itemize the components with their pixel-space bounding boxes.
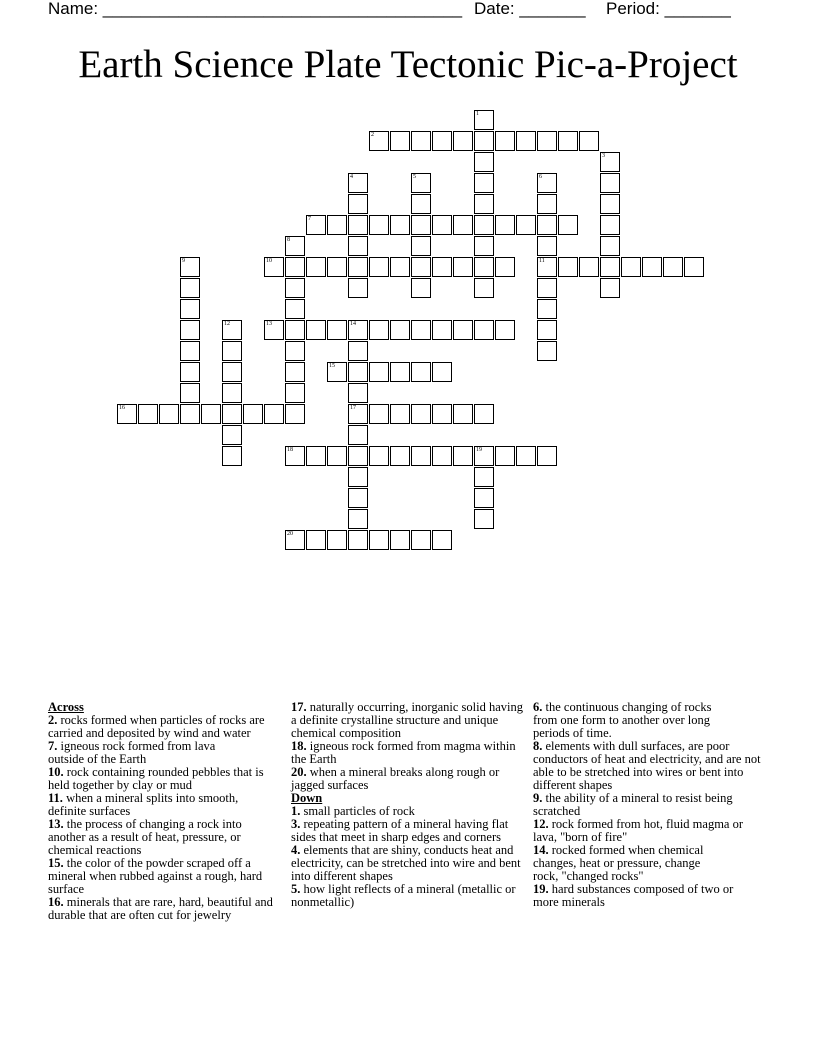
across-heading: Across (48, 700, 84, 714)
crossword-cell[interactable] (474, 446, 494, 466)
crossword-cell[interactable] (474, 173, 494, 193)
crossword-cell[interactable] (474, 278, 494, 298)
crossword-cell[interactable] (537, 299, 557, 319)
crossword-cell[interactable] (348, 236, 368, 256)
crossword-cell[interactable] (306, 530, 326, 550)
crossword-cell[interactable] (411, 215, 431, 235)
crossword-cell[interactable] (537, 320, 557, 340)
crossword-cell[interactable] (390, 362, 410, 382)
down-heading: Down (291, 791, 323, 805)
crossword-cell[interactable] (516, 446, 536, 466)
crossword-cell[interactable] (369, 362, 389, 382)
crossword-cell[interactable] (180, 362, 200, 382)
crossword-cell[interactable] (453, 404, 473, 424)
crossword-cell[interactable] (411, 236, 431, 256)
crossword-cell[interactable] (180, 404, 200, 424)
crossword-cell[interactable] (348, 509, 368, 529)
crossword-cell[interactable] (264, 320, 284, 340)
crossword-cell[interactable] (411, 257, 431, 277)
crossword-cell[interactable] (453, 446, 473, 466)
crossword-cell[interactable] (369, 131, 389, 151)
crossword-cell[interactable] (558, 131, 578, 151)
clue-down-1: 1. small particles of rock (291, 804, 415, 818)
clue-across-20: 20. when a mineral breaks along rough or jagged surfaces (291, 765, 500, 792)
crossword-cell[interactable] (369, 446, 389, 466)
period-field[interactable]: Period: _______ (606, 0, 731, 18)
crossword-cell[interactable] (180, 341, 200, 361)
crossword-cell[interactable] (285, 299, 305, 319)
crossword-cell[interactable] (537, 341, 557, 361)
crossword-cell[interactable] (390, 320, 410, 340)
crossword-cell[interactable] (537, 173, 557, 193)
crossword-cell[interactable] (495, 131, 515, 151)
crossword-cell[interactable] (285, 320, 305, 340)
crossword-cell[interactable] (327, 257, 347, 277)
crossword-cell[interactable] (369, 404, 389, 424)
crossword-cell[interactable] (180, 383, 200, 403)
crossword-cell[interactable] (243, 404, 263, 424)
crossword-cell[interactable] (432, 131, 452, 151)
name-field[interactable]: Name: ______________________________________ (48, 0, 463, 18)
crossword-cell[interactable] (558, 215, 578, 235)
crossword-cell[interactable] (264, 257, 284, 277)
crossword-cell[interactable] (600, 257, 620, 277)
clue-across-15: 15. the color of the powder scraped off a mineral when rubbed against a rough, hard surface (48, 856, 263, 896)
clue-down-3: 3. repeating pattern of a mineral having flat sides that meet in sharp edges and corners (291, 817, 509, 844)
crossword-cell[interactable] (369, 215, 389, 235)
clue-down-12: 12. rock formed from hot, fluid magma or lava, "born of fire" (533, 817, 744, 844)
cell-number: 1 (476, 111, 479, 117)
crossword-cell[interactable] (327, 362, 347, 382)
cell-number: 18 (287, 447, 293, 453)
crossword-cell[interactable] (222, 383, 242, 403)
crossword-cell[interactable] (642, 257, 662, 277)
crossword-cell[interactable] (411, 362, 431, 382)
clue-across-2: 2. rocks formed when particles of rocks are carried and deposited by wind and water (48, 713, 265, 740)
crossword-cell[interactable] (432, 530, 452, 550)
crossword-cell[interactable] (264, 404, 284, 424)
cell-number: 3 (602, 153, 605, 159)
crossword-cell[interactable] (390, 215, 410, 235)
crossword-cell[interactable] (621, 257, 641, 277)
clue-across-11: 11. when a mineral splits into smooth, definite surfaces (48, 791, 239, 818)
clue-across-18: 18. igneous rock formed from magma within the Earth (291, 739, 516, 766)
crossword-cell[interactable] (453, 257, 473, 277)
cell-number: 8 (287, 237, 290, 243)
crossword-cell[interactable] (432, 446, 452, 466)
crossword-cell[interactable] (474, 194, 494, 214)
crossword-cell[interactable] (348, 257, 368, 277)
crossword-cell[interactable] (348, 467, 368, 487)
clue-across-10: 10. rock containing rounded pebbles that is held together by clay or mud (48, 765, 264, 792)
crossword-cell[interactable] (453, 215, 473, 235)
crossword-cell[interactable] (285, 404, 305, 424)
crossword-cell[interactable] (495, 320, 515, 340)
crossword-cell[interactable] (474, 404, 494, 424)
crossword-cell[interactable] (474, 509, 494, 529)
clue-column-1 (48, 701, 280, 922)
crossword-cell[interactable] (411, 404, 431, 424)
crossword-cell[interactable] (600, 278, 620, 298)
crossword-cell[interactable] (180, 278, 200, 298)
crossword-cell[interactable] (411, 530, 431, 550)
crossword-cell[interactable] (411, 446, 431, 466)
crossword-cell[interactable] (600, 173, 620, 193)
crossword-cell[interactable] (537, 236, 557, 256)
clue-across-13: 13. the process of changing a rock into another as a result of heat, pressure, or chemical reactions (48, 817, 242, 857)
crossword-cell[interactable] (537, 131, 557, 151)
crossword-cell[interactable] (285, 278, 305, 298)
crossword-cell[interactable] (600, 194, 620, 214)
crossword-cell[interactable] (390, 257, 410, 277)
crossword-cell[interactable] (474, 236, 494, 256)
crossword-cell[interactable] (327, 320, 347, 340)
crossword-cell[interactable] (222, 404, 242, 424)
crossword-cell[interactable] (306, 446, 326, 466)
crossword-cell[interactable] (495, 215, 515, 235)
crossword-cell[interactable] (285, 257, 305, 277)
crossword-cell[interactable] (348, 404, 368, 424)
crossword-cell[interactable] (222, 320, 242, 340)
crossword-cell[interactable] (180, 257, 200, 277)
crossword-cell[interactable] (222, 362, 242, 382)
crossword-cell[interactable] (369, 320, 389, 340)
crossword-cell[interactable] (348, 383, 368, 403)
crossword-cell[interactable] (306, 257, 326, 277)
cell-number: 20 (287, 531, 293, 537)
crossword-cell[interactable] (348, 341, 368, 361)
crossword-cell[interactable] (180, 299, 200, 319)
clue-column-2 (291, 701, 523, 909)
crossword-cell[interactable] (348, 425, 368, 445)
crossword-cell[interactable] (390, 131, 410, 151)
crossword-cell[interactable] (495, 257, 515, 277)
cell-number: 12 (224, 321, 230, 327)
crossword-cell[interactable] (411, 320, 431, 340)
cell-number: 15 (329, 363, 335, 369)
crossword-cell[interactable] (411, 278, 431, 298)
crossword-cell[interactable] (390, 530, 410, 550)
crossword-cell[interactable] (138, 404, 158, 424)
crossword-cell[interactable] (558, 257, 578, 277)
crossword-cell[interactable] (537, 257, 557, 277)
crossword-cell[interactable] (306, 215, 326, 235)
cell-number: 11 (539, 258, 545, 264)
crossword-cell[interactable] (390, 446, 410, 466)
cell-number: 19 (476, 447, 482, 453)
crossword-cell[interactable] (600, 236, 620, 256)
crossword-cell[interactable] (201, 404, 221, 424)
cell-number: 2 (371, 132, 374, 138)
crossword-cell[interactable] (117, 404, 137, 424)
crossword-cell[interactable] (285, 236, 305, 256)
crossword-cell[interactable] (411, 194, 431, 214)
crossword-cell[interactable] (348, 215, 368, 235)
crossword-cell[interactable] (537, 278, 557, 298)
cell-number: 17 (350, 405, 356, 411)
clue-across-16: 16. minerals that are rare, hard, beautiful and durable that are often cut for jewelry (48, 895, 273, 922)
crossword-cell[interactable] (348, 362, 368, 382)
crossword-cell[interactable] (684, 257, 704, 277)
clue-down-8: 8. elements with dull surfaces, are poor conductors of heat and electricity, and are not able to be stretched into wires or bent into different shapes (533, 739, 761, 792)
crossword-cell[interactable] (432, 257, 452, 277)
crossword-cell[interactable] (411, 131, 431, 151)
crossword-cell[interactable] (474, 257, 494, 277)
crossword-cell[interactable] (285, 530, 305, 550)
date-field[interactable]: Date: _______ (474, 0, 586, 18)
cell-number: 13 (266, 321, 272, 327)
crossword-cell[interactable] (180, 320, 200, 340)
crossword-cell[interactable] (474, 152, 494, 172)
clue-across-7: 7. igneous rock formed from lava outside of the Earth (48, 739, 216, 766)
cell-number: 7 (308, 216, 311, 222)
clue-down-19: 19. hard substances composed of two or more minerals (533, 882, 734, 909)
crossword-cell[interactable] (432, 362, 452, 382)
crossword-cell[interactable] (537, 194, 557, 214)
clue-down-5: 5. how light reflects of a mineral (metallic or nonmetallic) (291, 882, 516, 909)
clue-down-14: 14. rocked formed when chemical changes, heat or pressure, change rock, "changed rocks" (533, 843, 704, 883)
crossword-cell[interactable] (411, 173, 431, 193)
cell-number: 6 (539, 174, 542, 180)
crossword-cell[interactable] (348, 173, 368, 193)
cell-number: 14 (350, 321, 356, 327)
crossword-cell[interactable] (432, 404, 452, 424)
cell-number: 9 (182, 258, 185, 264)
cell-number: 5 (413, 174, 416, 180)
crossword-cell[interactable] (348, 530, 368, 550)
crossword-cell[interactable] (432, 320, 452, 340)
crossword-cell[interactable] (474, 467, 494, 487)
crossword-cell[interactable] (474, 215, 494, 235)
cell-number: 16 (119, 405, 125, 411)
crossword-cell[interactable] (327, 446, 347, 466)
crossword-cell[interactable] (579, 257, 599, 277)
clue-down-6: 6. the continuous changing of rocks from one form to another over long periods of time. (533, 700, 712, 740)
crossword-cell[interactable] (348, 194, 368, 214)
crossword-cell[interactable] (348, 488, 368, 508)
crossword-cell[interactable] (327, 215, 347, 235)
page-title: Earth Science Plate Tectonic Pic-a-Project (78, 43, 738, 86)
crossword-cell[interactable] (159, 404, 179, 424)
crossword-cell[interactable] (495, 446, 515, 466)
crossword-cell[interactable] (348, 278, 368, 298)
clue-down-9: 9. the ability of a mineral to resist being scratched (533, 791, 733, 818)
crossword-cell[interactable] (285, 362, 305, 382)
crossword-cell[interactable] (453, 320, 473, 340)
crossword-cell[interactable] (432, 215, 452, 235)
crossword-cell[interactable] (369, 530, 389, 550)
crossword-cell[interactable] (348, 320, 368, 340)
crossword-cell[interactable] (516, 131, 536, 151)
crossword-cell[interactable] (600, 215, 620, 235)
cell-number: 10 (266, 258, 272, 264)
crossword-cell[interactable] (663, 257, 683, 277)
crossword-cell[interactable] (285, 383, 305, 403)
crossword-cell[interactable] (285, 446, 305, 466)
crossword-cell[interactable] (222, 425, 242, 445)
crossword-cell[interactable] (222, 341, 242, 361)
crossword-cell[interactable] (453, 131, 473, 151)
crossword-cell[interactable] (369, 257, 389, 277)
clue-down-4: 4. elements that are shiny, conducts heat and electricity, can be stretched into wire and bent into different shapes (291, 843, 521, 883)
crossword-cell[interactable] (474, 110, 494, 130)
crossword-cell[interactable] (474, 488, 494, 508)
crossword-cell[interactable] (600, 152, 620, 172)
cell-number: 4 (350, 174, 353, 180)
crossword-cell[interactable] (390, 404, 410, 424)
crossword-cell[interactable] (285, 341, 305, 361)
crossword-cell[interactable] (306, 320, 326, 340)
crossword-cell[interactable] (579, 131, 599, 151)
clue-across-17: 17. naturally occurring, inorganic solid having a definite crystalline structure and unique chemical composition (291, 700, 524, 740)
clue-column-3 (533, 701, 773, 909)
crossword-cell[interactable] (327, 530, 347, 550)
crossword-cell[interactable] (474, 320, 494, 340)
crossword-cell[interactable] (348, 446, 368, 466)
crossword-cell[interactable] (516, 215, 536, 235)
crossword-cell[interactable] (474, 131, 494, 151)
crossword-cell[interactable] (537, 215, 557, 235)
crossword-cell[interactable] (537, 446, 557, 466)
crossword-cell[interactable] (222, 446, 242, 466)
